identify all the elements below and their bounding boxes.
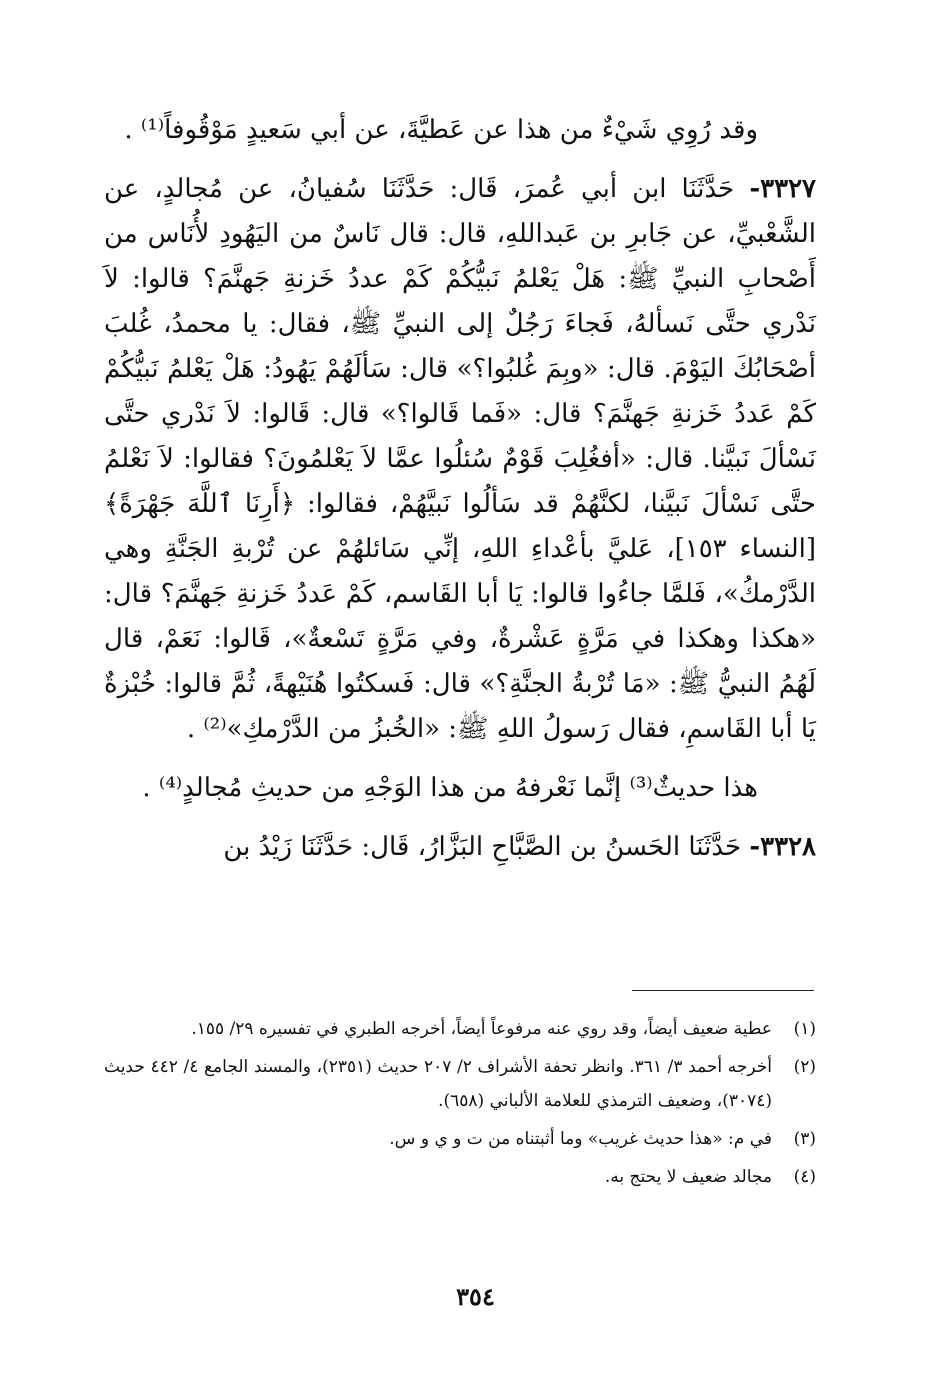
- footnote-number: (٢): [793, 1057, 816, 1077]
- hadith-3327-paragraph: [104, 167, 816, 752]
- footnote-number: (٣): [793, 1129, 816, 1149]
- footnote-text: مجالد ضعيف لا يحتج به.: [604, 1167, 772, 1187]
- remark-paragraph: هذا حديثٌ⁽³⁾ إنَّما نَعْرفهُ من هذا الوَجْهِ من حديثِ مُجالدٍ⁽⁴⁾ .: [142, 773, 758, 803]
- footnote: [104, 1012, 816, 1046]
- footnote: [104, 1122, 816, 1156]
- footnote-text: في م: «هذا حديث غريب» وما أثبتناه من ت و ي و س.: [389, 1129, 772, 1149]
- footnotes: [104, 1012, 816, 1198]
- main-text: [104, 108, 816, 870]
- footnote-number: (١): [793, 1019, 816, 1039]
- footnote-divider: [632, 990, 814, 991]
- intro-paragraph: وقد رُوِي شَيْءٌ من هذا عن عَطيَّةَ، عن أبي سَعيدٍ مَوْقُوفاً⁽¹⁾ .: [124, 115, 758, 145]
- hadith-text: حَدَّثَنَا ابن أبي عُمرَ، قَال: حَدَّثَنَا سُفيانُ، عن مُجالدٍ، عن الشَّعْبيِّ، عن جَابرِ بن عَبداللهِ، قال: قال نَاسٌ من اليَهُودِ لأُنَاس من أَصْحابِ النبيِّ ﷺ: هَلْ يَعْلمُ نَبيُّكُمْ كَمْ عددُ خَزنةِ جَهنَّمَ؟ قالوا: لاَ نَدْري حتَّى نَسألهُ، فَجاءَ رَجُلٌ إلى النبيِّ ﷺ، فقال: يا محمدُ، غُلبَ أصْحَابُكَ اليَوْمَ. قال: «وبِمَ غُلبُوا؟» قال: سَألَهُمْ يَهُودُ: هَلْ يَعْلمُ نَبيُّكُمْ كَمْ عَددُ خَزنةِ جَهنَّمَ؟ قال: «فَما قَالوا؟» قال: قَالوا: لاَ نَدْري حتَّى نَسْألَ نَبيَّنا. قال: «أفغُلِبَ قَوْمٌ سُئلُوا عمَّا لاَ يَعْلمُونَ؟ فقالوا: لاَ نَعْلمُ حتَّى نَسْألَ نَبيَّنا، لكنَّهُمْ قد سَألُوا نَبيَّهُمْ، فقالوا: ﴿أَرِنَا ٱللَّهَ جَهْرَةً﴾ [النساء ١٥٣]، عَليَّ بأعْداءِ اللهِ، إنِّي سَائلهُمْ عن تُرْبةِ الجَنَّةِ وهي الدَّرْمكُ»، فَلمَّا جاءُوا قالوا: يَا أبا القَاسم، كَمْ عَددُ خَزنةِ جَهنَّمَ؟ قال: «هكذا وهكذا في مَرَّةٍ عَشْرةٌ، وفي مَرَّةٍ تَسْعةٌ»، قَالوا: نَعَمْ، قال لَهُمُ النبيُّ ﷺ: «مَا تُرْبةُ الجنَّةِ؟» قال: فَسكتُوا هُنَيْهةً، ثُمَّ قالوا: خُبْزةٌ يَا أبا القَاسمِ، فقال رَسولُ اللهِ ﷺ: «الخُبزُ من الدَّرْمكِ»⁽²⁾ .: [104, 174, 816, 744]
- hadith-number: ٣٣٢٨-: [749, 832, 816, 862]
- footnote-number: (٤): [793, 1167, 816, 1187]
- page-number: ٣٥٤: [456, 1282, 495, 1311]
- hadith-text: حَدَّثَنَا الحَسنُ بن الصَّبَّاحِ البَزَّارُ، قَال: حَدَّثَنَا زَيْدُ بن: [223, 832, 742, 862]
- hadith-number: ٣٣٢٧-: [749, 174, 817, 204]
- footnote: [104, 1160, 816, 1194]
- footnote: [104, 1050, 816, 1118]
- footnote-text: عطية ضعيف أيضاً، وقد روي عنه مرفوعاً أيضاً، أخرجه الطبري في تفسيره ٢٩/ ١٥٥.: [191, 1019, 772, 1039]
- hadith-3328-paragraph: [104, 825, 816, 870]
- footnote-text: أخرجه أحمد ٣/ ٣٦١. وانظر تحفة الأشراف ٢/ ٢٠٧ حديث (٢٣٥١)، والمسند الجامع ٤/ ٤٤٢ حديث (٣٠٧٤)، وضعيف الترمذي للعلامة الألباني (٦٥٨).: [104, 1057, 772, 1111]
